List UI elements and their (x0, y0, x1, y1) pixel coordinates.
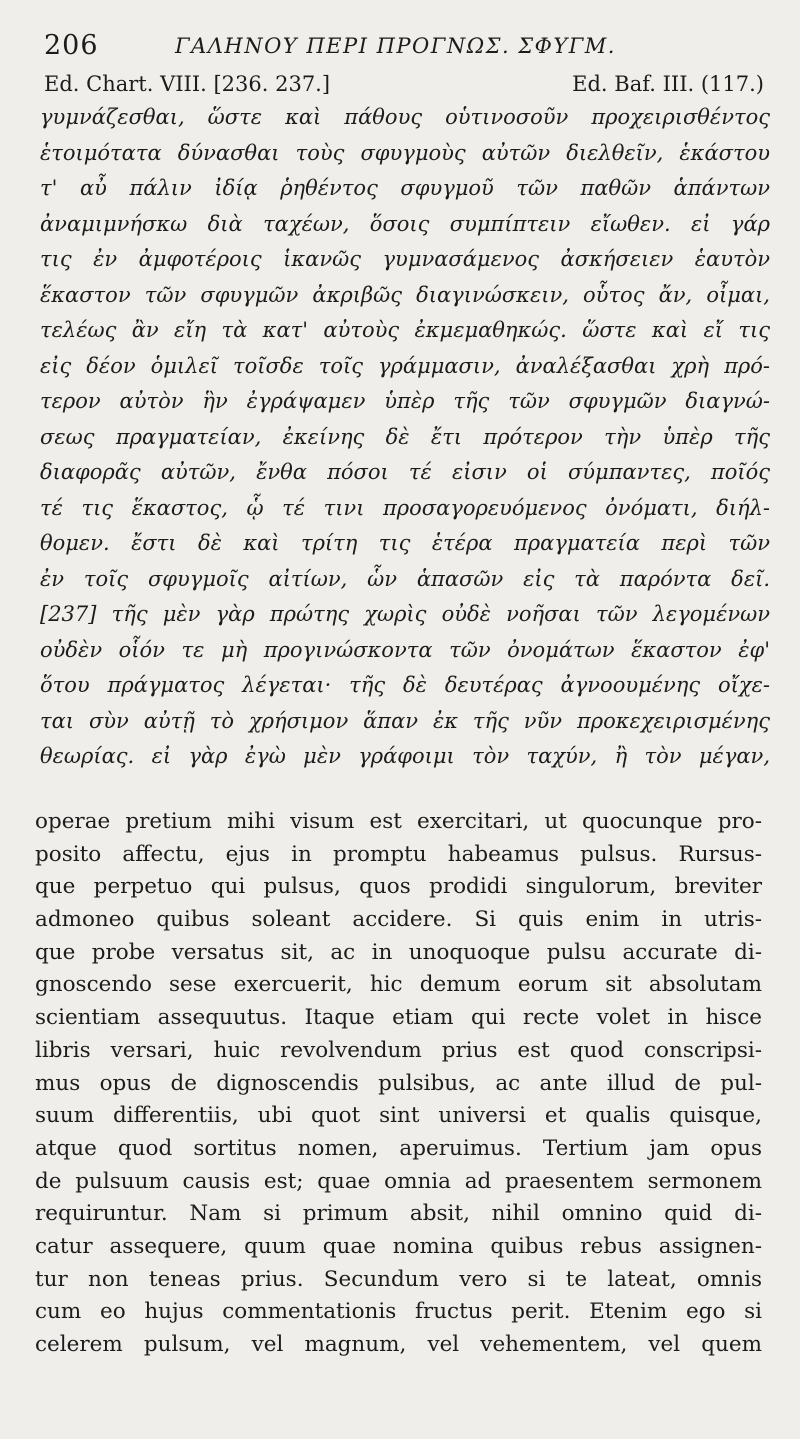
latin-line: admoneo quibus soleant accidere. Si quis enim in utris- (35, 907, 762, 933)
greek-line: διαφορᾶς αὐτῶν, ἔνθα πόσοι τέ εἰσιν οἱ σύμπαντες, ποῖός (40, 460, 770, 484)
page-number: 206 (44, 30, 99, 61)
greek-line: οὐδὲν οἷόν τε μὴ προγινώσκοντα τῶν ὀνομάτων ἕκαστον ἐφ' (40, 637, 770, 662)
greek-line: θομεν. ἔστι δὲ καὶ τρίτη τις ἑτέρα πραγματεία περὶ τῶν (40, 531, 770, 555)
greek-line: ὅτου πράγματος λέγεται· τῆς δὲ δευτέρας ἀγνοουμένης οἴχε- (40, 673, 770, 697)
edition-basel-reference: Ed. Baf. III. (117.) (572, 72, 764, 96)
latin-line: tur non teneas prius. Secundum vero si te lateat, omnis (35, 1266, 762, 1292)
greek-line: ἕκαστον τῶν σφυγμῶν ἀκριβῶς διαγινώσκειν, οὗτος ἄν, οἶμαι, (40, 282, 770, 307)
greek-line: τις ἐν ἀμφοτέροις ἱκανῶς γυμνασάμενος ἀσκήσειεν ἑαυτὸν (40, 247, 770, 271)
greek-line: θεωρίας. εἰ γὰρ ἐγὼ μὲν γράφοιμι τὸν ταχύν, ἢ τὸν μέγαν, (40, 744, 770, 768)
greek-line: ἑτοιμότατα δύνασθαι τοὺς σφυγμοὺς αὐτῶν διελθεῖν, ἑκάστου (40, 140, 770, 165)
greek-line: σεως πραγματείαν, ἐκείνης δὲ ἔτι πρότερον τὴν ὑπὲρ τῆς (40, 424, 770, 449)
greek-line: [237] τῆς μὲν γὰρ πρώτης χωρὶς οὐδὲ νοῆσαι τῶν λεγομένων (40, 602, 770, 626)
edition-chart-reference: Ed. Chart. VIII. [236. 237.] (44, 72, 331, 96)
latin-line: requiruntur. Nam si primum absit, nihil omnino quid di- (35, 1201, 762, 1227)
greek-line: ἀναμιμνήσκω διὰ ταχέων, ὅσοις συμπίπτειν εἴωθεν. εἰ γάρ (40, 211, 770, 236)
latin-line: atque quod sortitus nomen, aperuimus. Tertium jam opus (35, 1135, 762, 1161)
greek-text-block (40, 100, 770, 775)
greek-line: τ' αὖ πάλιν ἰδίᾳ ῥηθέντος σφυγμοῦ τῶν παθῶν ἁπάντων (40, 176, 770, 200)
greek-line: τερον αὐτὸν ἣν ἐγράψαμεν ὑπὲρ τῆς τῶν σφυγμῶν διαγνώ- (40, 389, 770, 413)
latin-line: gnoscendo sese exercuerit, hic demum eorum sit absolutam (35, 972, 762, 998)
latin-line: posito affectu, ejus in promptu habeamus pulsus. Rursus- (35, 841, 762, 867)
greek-line: εἰς δέον ὁμιλεῖ τοῖσδε τοῖς γράμμασιν, ἀναλέξασθαι χρὴ πρό- (40, 353, 770, 378)
latin-line: scientiam assequutus. Itaque etiam qui recte volet in hisce (35, 1005, 762, 1031)
latin-text-block (35, 806, 762, 1362)
latin-line: catur assequere, quum quae nomina quibus rebus assignen- (35, 1233, 762, 1259)
latin-line: cum eo hujus commentationis fructus perit. Etenim ego si (35, 1299, 762, 1325)
latin-line: de pulsuum causis est; quae omnia ad praesentem sermonem (35, 1168, 762, 1194)
latin-line: mus opus de dignoscendis pulsibus, ac ante illud de pul- (35, 1070, 762, 1096)
running-title: ΓΑΛΗΝΟΥ ΠΕΡΙ ΠΡΟΓΝΩΣ. ΣΦΥΓΜ. (175, 34, 616, 58)
greek-line: γυμνάζεσθαι, ὥστε καὶ πάθους οὑτινοσοῦν προχειρισθέντος (40, 105, 770, 129)
latin-line: que probe versatus sit, ac in unoquoque pulsu accurate di- (35, 939, 762, 965)
greek-line: ται σὺν αὐτῇ τὸ χρήσιμον ἅπαν ἐκ τῆς νῦν προκεχειρισμένης (40, 708, 770, 733)
latin-line: celerem pulsum, vel magnum, vel vehementem, vel quem (35, 1332, 762, 1357)
greek-line: ἐν τοῖς σφυγμοῖς αἰτίων, ὧν ἁπασῶν εἰς τὰ παρόντα δεῖ. (40, 566, 770, 591)
latin-line: suum differentiis, ubi quot sint universi et qualis quisque, (35, 1103, 762, 1129)
latin-line: libris versari, huic revolvendum prius est quod conscripsi- (35, 1037, 762, 1063)
greek-line: τέ τις ἕκαστος, ᾧ τέ τινι προσαγορευόμενος ὀνόματι, διήλ- (40, 495, 770, 520)
latin-line: que perpetuo qui pulsus, quos prodidi singulorum, breviter (35, 874, 762, 900)
greek-line: τελέως ἂν εἴη τὰ κατ' αὐτοὺς ἐκμεμαθηκώς. ὥστε καὶ εἴ τις (40, 318, 770, 342)
edition-reference-line (40, 72, 764, 102)
latin-line: operae pretium mihi visum est exercitari, ut quocunque pro- (35, 809, 762, 834)
running-head (40, 30, 760, 66)
